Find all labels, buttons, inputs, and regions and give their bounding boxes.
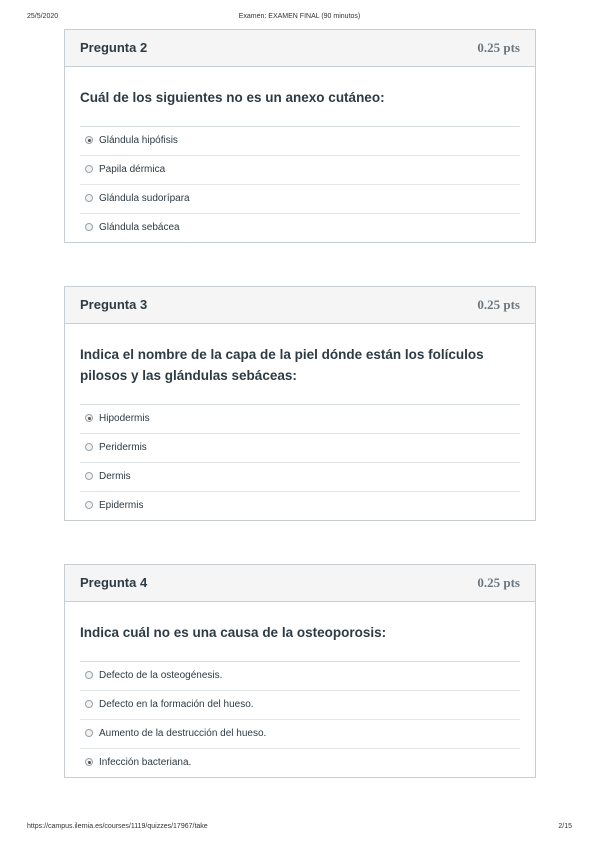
question-title: Pregunta 4 [80,575,148,590]
answer-label: Dermis [99,471,131,482]
radio-button[interactable] [85,472,93,480]
answer-label: Glándula sudorípara [99,193,190,204]
question-card [64,286,536,521]
answer-label: Papila dérmica [99,164,166,175]
radio-button[interactable] [85,443,93,451]
answer-label: Glándula sebácea [99,222,180,233]
answer-option[interactable] [80,691,520,720]
answer-option[interactable] [80,662,520,691]
radio-button[interactable] [85,223,93,231]
answer-list [80,404,520,520]
answer-option[interactable] [80,156,520,185]
radio-button[interactable] [85,414,93,422]
answer-option[interactable] [80,214,520,242]
question-title: Pregunta 2 [80,40,148,55]
question-points: 0.25 pts [477,297,520,312]
radio-button[interactable] [85,700,93,708]
question-header [65,565,535,602]
radio-button[interactable] [85,671,93,679]
question-card [64,564,536,778]
question-text: Indica el nombre de la capa de la piel dónde están los folículos pilosos y las glándulas sebáceas: [80,347,484,383]
answer-label: Defecto de la osteogénesis. [99,670,223,681]
answer-label: Infección bacteriana. [99,757,192,768]
answer-label: Peridermis [99,442,147,453]
answer-label: Epidermis [99,500,144,511]
print-date: 25/5/2020 [27,13,59,20]
radio-button[interactable] [85,194,93,202]
answer-label: Defecto en la formación del hueso. [99,699,254,710]
answer-label: Hipodermis [99,413,150,424]
answer-option[interactable] [80,720,520,749]
question-text: Cuál de los siguientes no es un anexo cutáneo: [80,90,385,105]
radio-button[interactable] [85,501,93,509]
answer-option[interactable] [80,749,520,777]
print-page-number: 2/15 [558,823,572,830]
question-text: Indica cuál no es una causa de la osteoporosis: [80,625,387,640]
question-title: Pregunta 3 [80,297,148,312]
answer-label: Glándula hipófisis [99,135,178,146]
question-points: 0.25 pts [477,40,520,55]
answer-option[interactable] [80,463,520,492]
radio-button[interactable] [85,165,93,173]
print-title: Examen: EXAMEN FINAL (90 minutos) [238,13,361,20]
answer-label: Aumento de la destrucción del hueso. [99,728,267,739]
radio-button[interactable] [85,729,93,737]
print-url: https://campus.ilernia.es/courses/1119/quizzes/17967/take [27,823,208,830]
answer-list [80,661,520,777]
answer-option[interactable] [80,185,520,214]
radio-button[interactable] [85,758,93,766]
answer-option[interactable] [80,492,520,520]
question-card [64,29,536,243]
answer-list [80,126,520,242]
question-header [65,30,535,67]
question-header [65,287,535,324]
answer-option[interactable] [80,405,520,434]
answer-option[interactable] [80,434,520,463]
question-points: 0.25 pts [477,575,520,590]
answer-option[interactable] [80,127,520,156]
radio-button[interactable] [85,136,93,144]
